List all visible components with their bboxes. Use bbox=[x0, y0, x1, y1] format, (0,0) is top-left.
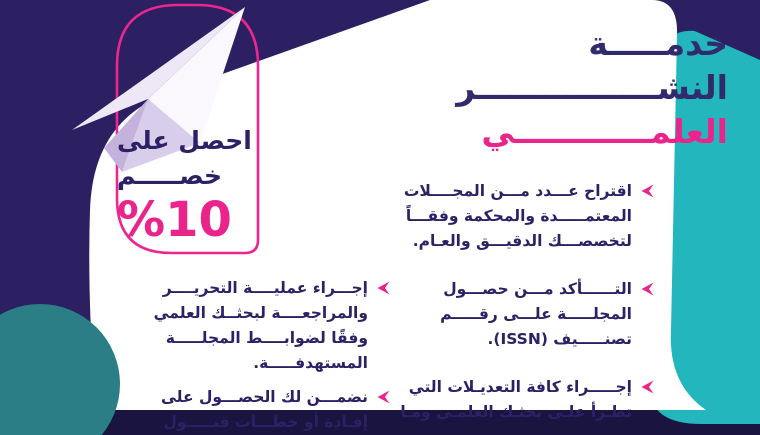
bullet-line: تطـرأ علـى بحثـك العلمـي ومـا bbox=[400, 403, 632, 421]
chevron-left-icon bbox=[377, 390, 390, 404]
bullet-item bbox=[138, 385, 390, 435]
bullet-line: اقتراح عـــدد مـــن المجــــلات bbox=[403, 182, 632, 200]
bullet-list-right bbox=[386, 179, 654, 425]
bullet-text bbox=[400, 375, 632, 425]
bullet-item bbox=[138, 276, 390, 376]
discount-percent: %10 bbox=[117, 192, 232, 248]
bullet-text bbox=[154, 276, 368, 376]
title-line-1: خدمـــــة bbox=[588, 24, 728, 63]
bullet-line: تصنـــــيف (ISSN). bbox=[487, 330, 632, 348]
discount-line-2: خصـــــم bbox=[117, 161, 222, 190]
bullet-line: لتخصصـــك الدقيـــق والعـام. bbox=[412, 232, 632, 250]
chevron-left-icon bbox=[641, 184, 654, 198]
bullet-item bbox=[386, 179, 654, 254]
bullet-text bbox=[404, 179, 632, 254]
bullet-line: التــــــأكد مـــن حصـــول bbox=[443, 280, 632, 298]
page-title bbox=[456, 22, 728, 154]
bullet-line: وفقًا لضوابــــط المجلـــــة bbox=[165, 329, 368, 347]
bullet-line: المعتمـــــدة والمحكمة وفقـــاً bbox=[405, 207, 632, 225]
bullet-line: إفـادة أو خطـــاب قبـــــول bbox=[163, 413, 368, 431]
bullet-line: نضمـــن لك الحصـــول على bbox=[160, 388, 368, 406]
title-line-2: النشــــــــــــــــر bbox=[456, 68, 728, 107]
title-line-3: العلمــــــــــــي bbox=[481, 112, 728, 151]
bullet-line: والمراجعــــة لبحثــك العلمي bbox=[153, 304, 368, 322]
bullet-list-left bbox=[138, 276, 390, 435]
chevron-left-icon bbox=[377, 281, 390, 295]
bullet-line: المستهدفـــــة. bbox=[253, 354, 368, 372]
chevron-left-icon bbox=[641, 282, 654, 296]
bullet-text bbox=[440, 277, 632, 352]
bullet-text bbox=[161, 385, 368, 435]
bullet-item bbox=[386, 375, 654, 425]
bullet-line: إجـــراء عمليــــة التحريــــر bbox=[162, 279, 368, 297]
discount-badge bbox=[117, 5, 258, 253]
chevron-left-icon bbox=[641, 380, 654, 394]
bullet-item bbox=[386, 277, 654, 352]
bullet-line: المجلـــــة علـــى رقـــــم bbox=[440, 305, 632, 323]
bullet-line: إجـــــراء كافة التعديـلات التي bbox=[408, 378, 632, 396]
discount-line-1: احصل على bbox=[117, 126, 252, 155]
